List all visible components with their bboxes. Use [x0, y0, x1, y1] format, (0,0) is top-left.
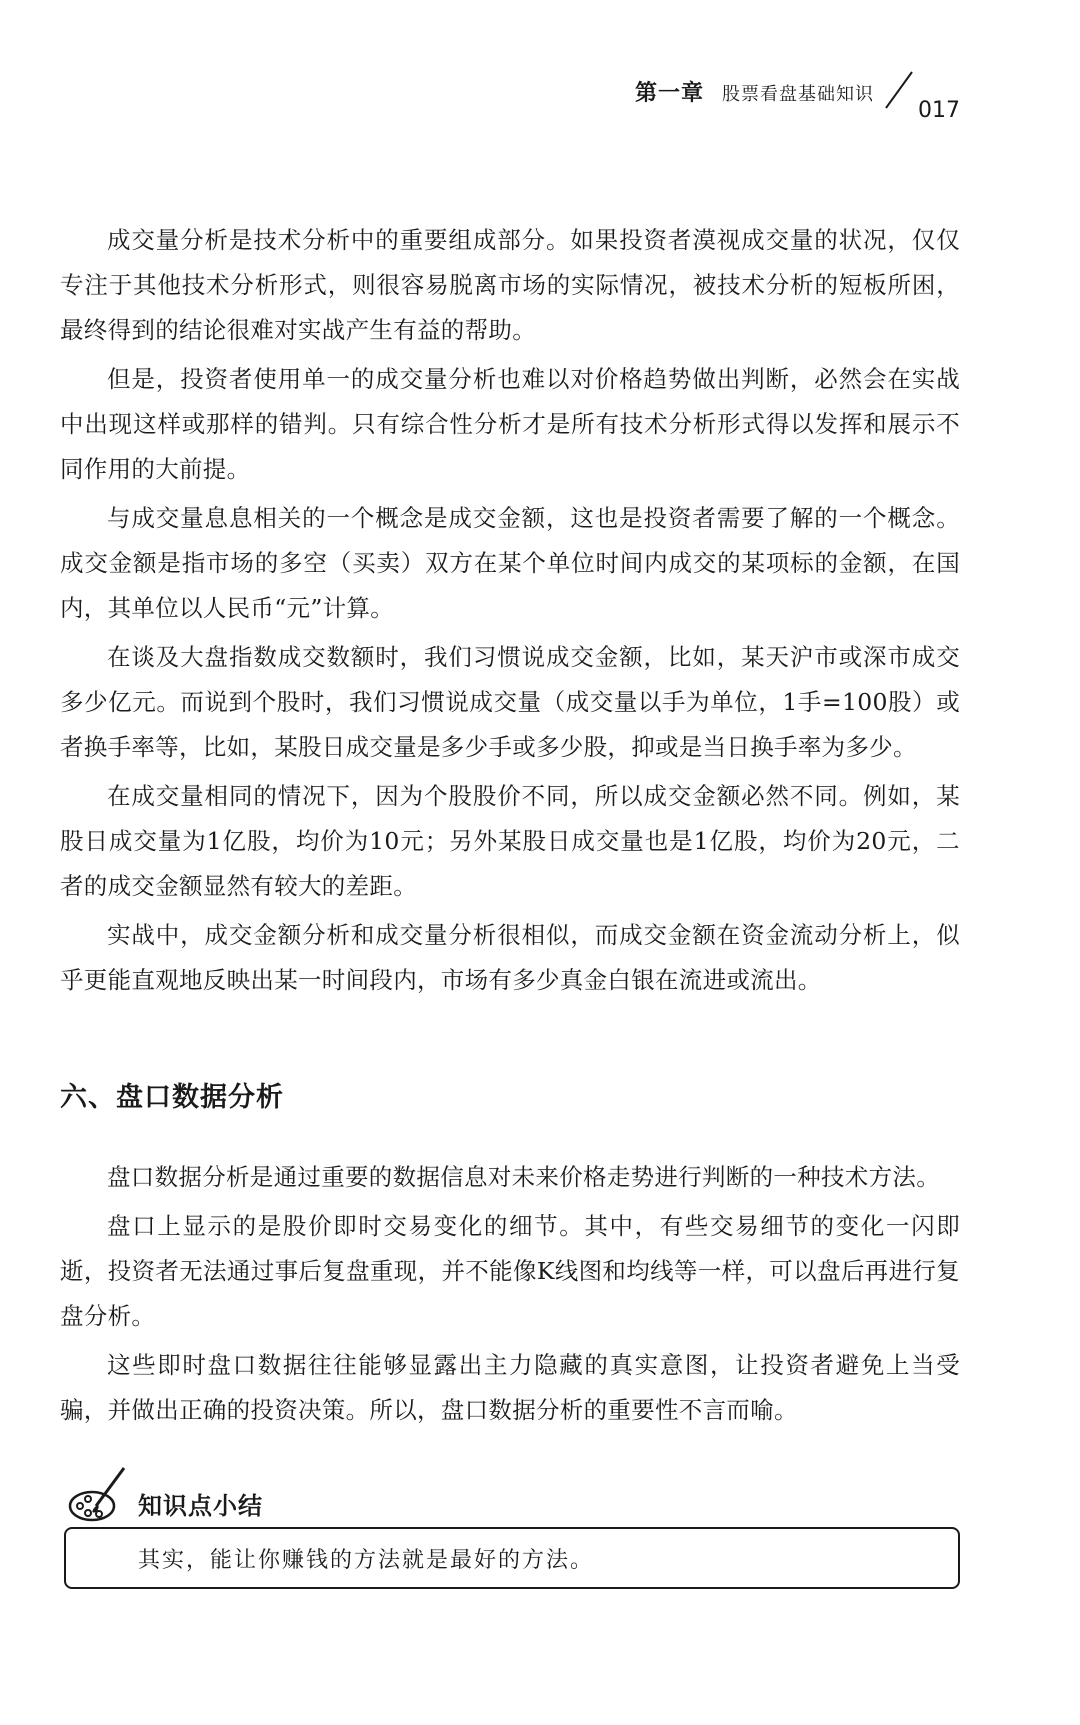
palette-brush-icon	[66, 1462, 130, 1526]
paragraph: 实战中，成交金额分析和成交量分析很相似，而成交金额在资金流动分析上，似乎更能直观地反映出某一时间段内，市场有多少真金白银在流进或流出。	[60, 921, 960, 994]
summary-text: 其实，能让你赚钱的方法就是最好的方法。	[138, 1547, 595, 1573]
paragraph: 在谈及大盘指数成交数额时，我们习惯说成交金额，比如，某天沪市或深市成交多少亿元。而说到个股时，我们习惯说成交量（成交量以手为单位，1手=100股）或者换手率等，比如，某股日成交量是多少手或多少股，抑或是当日换手率为多少。	[60, 643, 960, 761]
paragraph: 盘口数据分析是通过重要的数据信息对未来价格走势进行判断的一种技术方法。	[107, 1163, 940, 1191]
paragraph: 盘口上显示的是股价即时交易变化的细节。其中，有些交易细节的变化一闪即逝，投资者无法通过事后复盘重现，并不能像K线图和均线等一样，可以盘后再进行复盘分析。	[60, 1212, 960, 1330]
page-number: 017	[918, 98, 960, 123]
summary-header	[66, 1462, 263, 1526]
body-text-section	[60, 1155, 960, 1437]
paragraph: 这些即时盘口数据往往能够显露出主力隐藏的真实意图，让投资者避免上当受骗，并做出正确的投资决策。所以，盘口数据分析的重要性不言而喻。	[60, 1351, 960, 1424]
paragraph: 在成交量相同的情况下，因为个股股价不同，所以成交金额必然不同。例如，某股日成交量为1亿股，均价为10元；另外某股日成交量也是1亿股，均价为20元，二者的成交金额显然有较大的差距。	[60, 782, 960, 900]
summary-title: 知识点小结	[138, 1491, 263, 1520]
section-heading: 六、盘口数据分析	[60, 1082, 284, 1113]
body-text-top	[60, 218, 960, 1007]
paragraph: 与成交量息息相关的一个概念是成交金额，这也是投资者需要了解的一个概念。成交金额是指市场的多空（买卖）双方在某个单位时间内成交的某项标的金额，在国内，其单位以人民币“元”计算。	[60, 504, 960, 622]
chapter-title: 股票看盘基础知识	[722, 84, 874, 105]
slash-divider-icon	[882, 68, 916, 118]
running-header	[635, 68, 960, 128]
paragraph: 但是，投资者使用单一的成交量分析也难以对价格趋势做出判断，必然会在实战中出现这样或那样的错判。只有综合性分析才是所有技术分析形式得以发挥和展示不同作用的大前提。	[60, 365, 960, 483]
summary-box	[64, 1527, 960, 1589]
paragraph: 成交量分析是技术分析中的重要组成部分。如果投资者漠视成交量的状况，仅仅专注于其他技术分析形式，则很容易脱离市场的实际情况，被技术分析的短板所困，最终得到的结论很难对实战产生有益的帮助。	[60, 226, 960, 344]
chapter-label: 第一章	[634, 81, 704, 106]
